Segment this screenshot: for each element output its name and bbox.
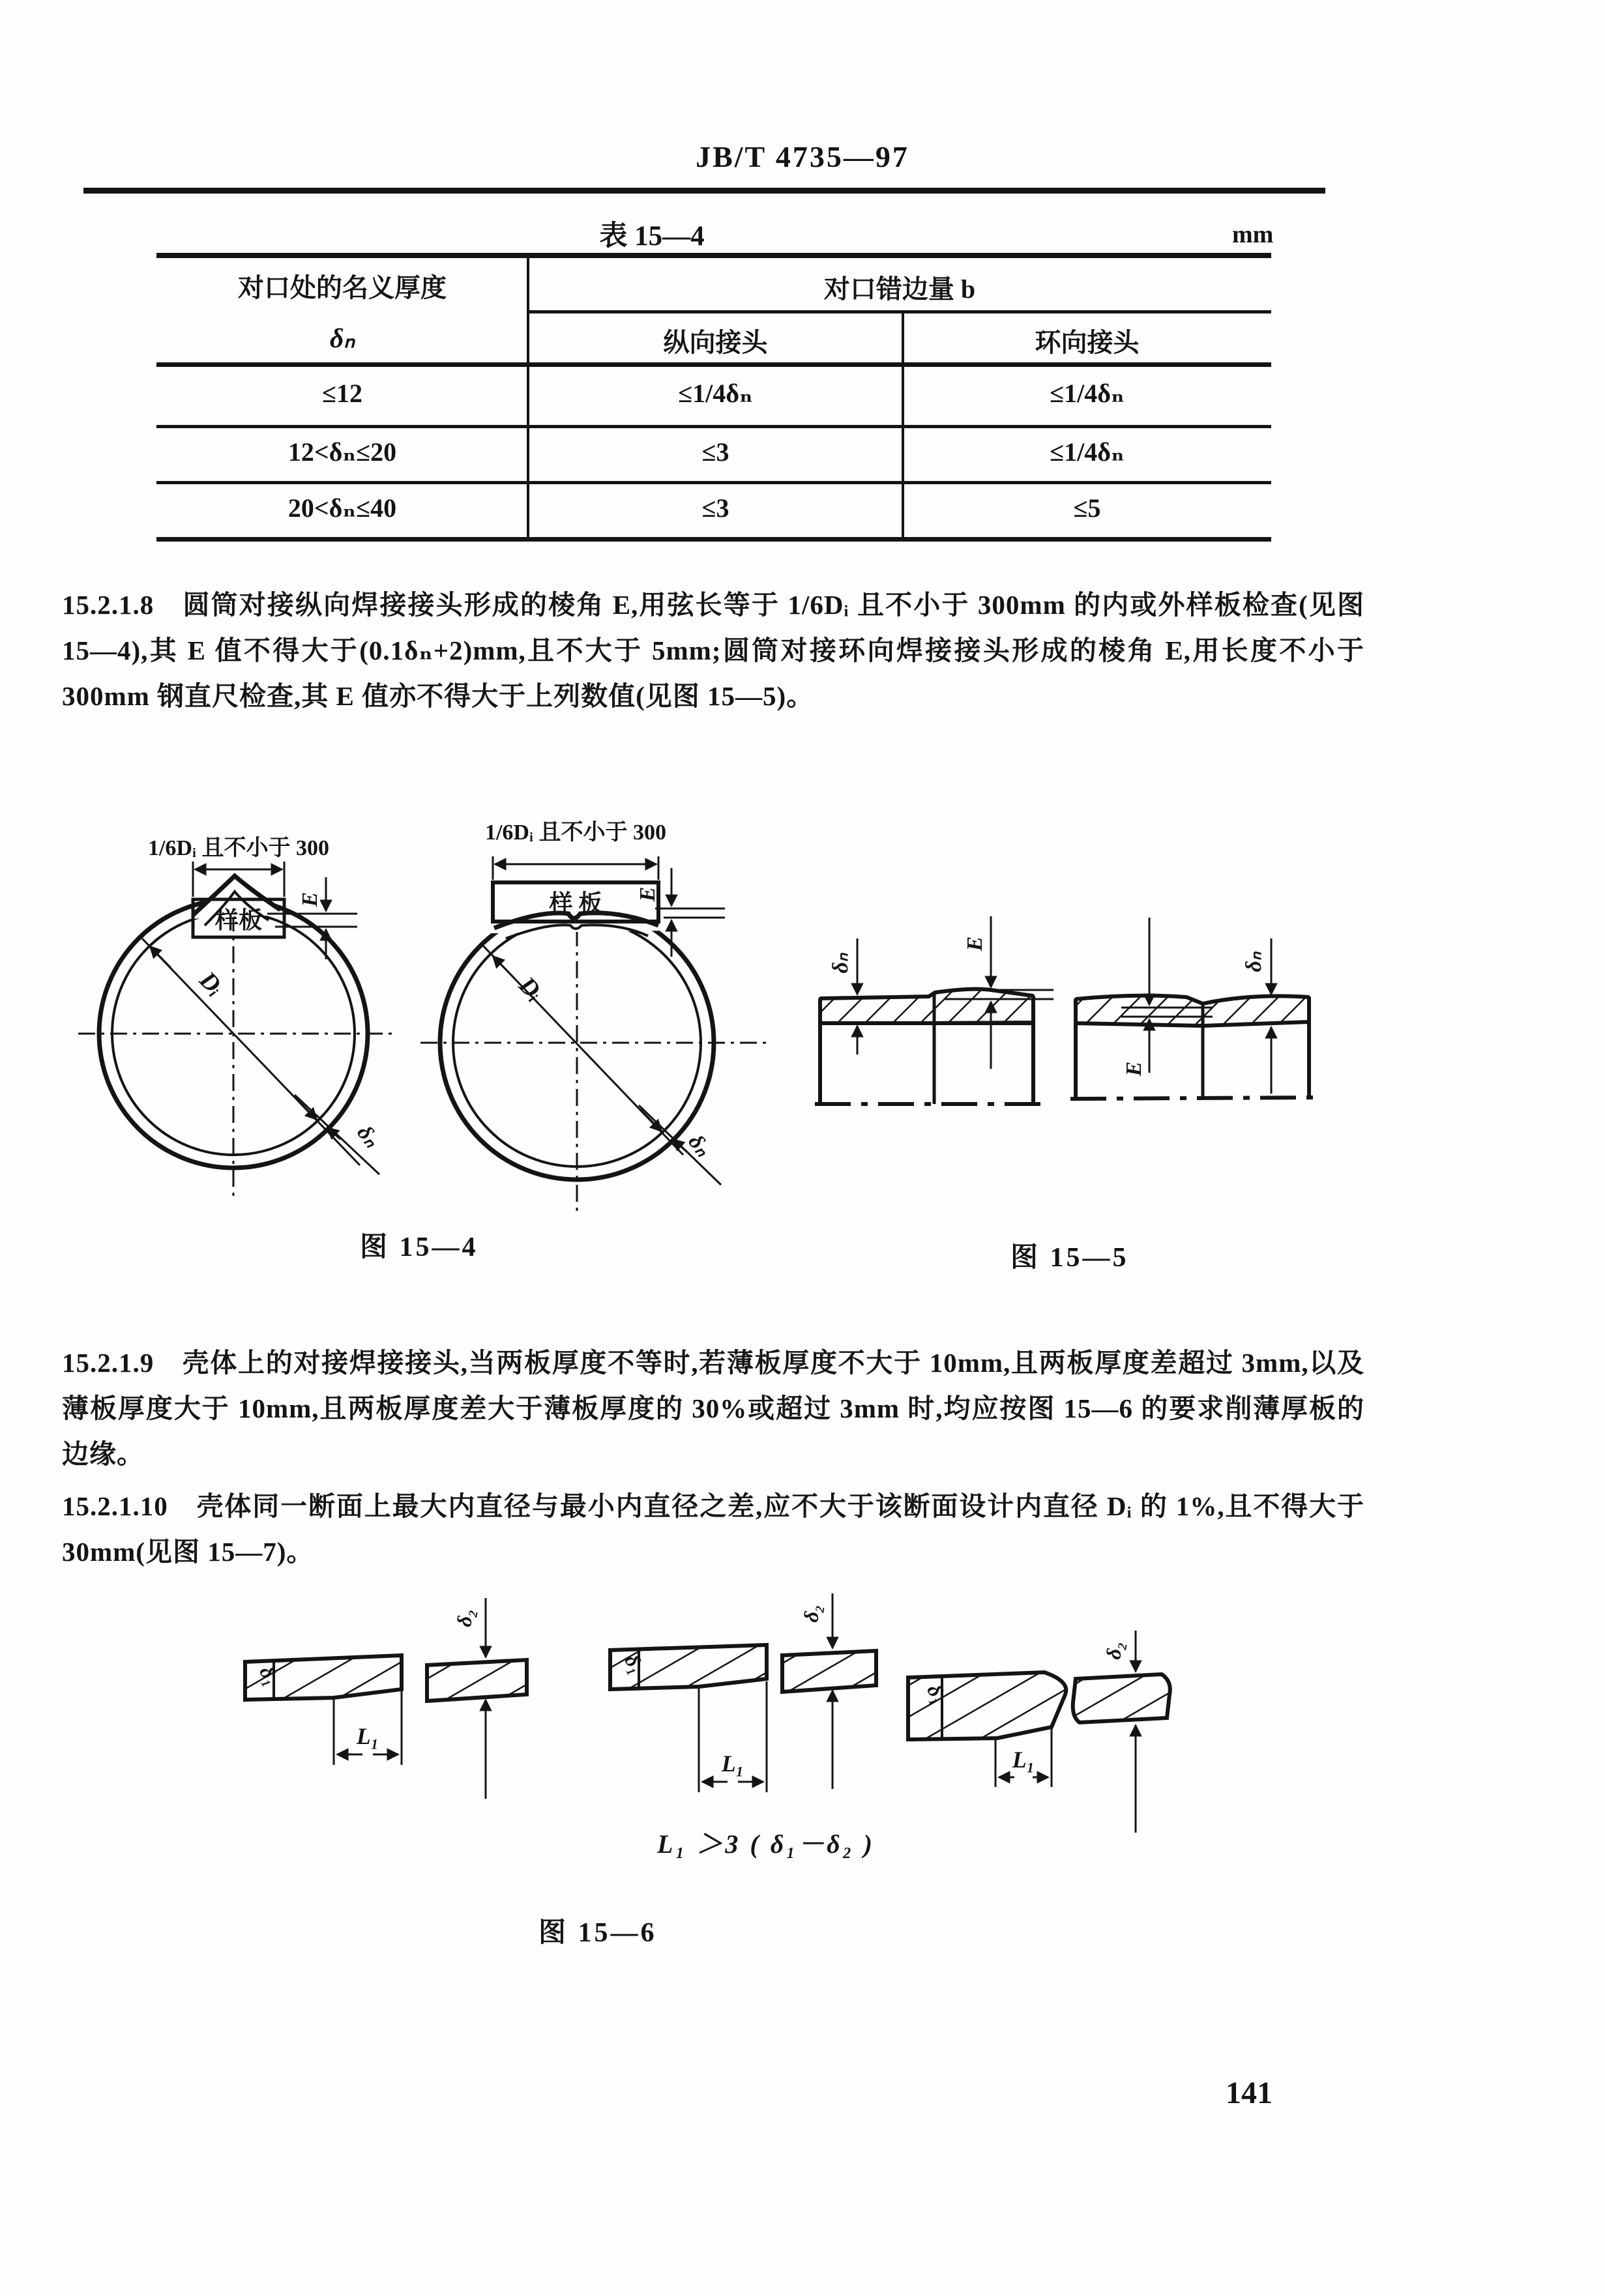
fig4-thickness-label-right: δₙ [683, 1129, 715, 1161]
table-cell: ≤5 [1073, 493, 1101, 523]
fig4-dim-label-left: 1/6Dᵢ 且不小于 300 [147, 836, 330, 860]
table-cell: 12<δₙ≤20 [287, 437, 397, 467]
table-line [528, 310, 1271, 313]
table-title: 表 15—4 [599, 221, 705, 252]
figure-15-4-caption: 图 15—4 [360, 1232, 479, 1262]
table-line [156, 253, 1271, 258]
fig6-l1-label-1: L₁ [356, 1723, 379, 1749]
table-cell: ≤3 [701, 493, 729, 523]
figure-15-5-drawing [795, 898, 1382, 1185]
figure-15-6-caption: 图 15—6 [538, 1918, 657, 1948]
fig6-l1-label-2: L₁ [721, 1751, 744, 1777]
fig4-d-label-right: Dᵢ [513, 971, 549, 1007]
table-line [156, 362, 1271, 367]
fig4-e-label-right: E [636, 886, 660, 902]
fig6-l1-label-3: L₁ [1012, 1747, 1035, 1773]
table-cell: 20<δₙ≤40 [287, 493, 397, 523]
fig6-delta1-label-3: δ₁ [922, 1679, 952, 1707]
sub-header-longitudinal: 纵向接头 [663, 328, 768, 357]
page-number: 141 [1226, 2076, 1273, 2110]
fig5-thickness-label-right: δₙ [1242, 952, 1266, 972]
table-cell: ≤1/4δₙ [1050, 379, 1125, 408]
fig4-template-label-left: 样板 [214, 907, 263, 933]
figure-15-6-formula: L₁ ＞3 ( δ₁－δ₂ ) [657, 1829, 875, 1859]
fig5-e-label-left: E [963, 936, 987, 952]
figure-15-6-drawing [196, 1590, 1213, 1838]
paragraph-15-2-1-8: 15.2.1.8 圆筒对接纵向焊接接头形成的棱角 E,用弦长等于 1/6Dᵢ 且不小于 300mm 的内或外样板检查(见图 15—4),其 E 值不得大于(0.1δₙ+2)mm,且不大于 5mm;圆筒对接环向焊接接头形成的棱角 E,用长度不小于 300mm 钢直尺检查,其 E 值亦不得大于上列数值(见图 15—5)。 [62, 590, 1364, 711]
sub-header-circumferential: 环向接头 [1035, 328, 1140, 357]
paragraph-15-2-1-10: 15.2.1.10 壳体同一断面上最大内直径与最小内直径之差,应不大于该断面设计内直径 Dᵢ 的 1%,且不得大于 30mm(见图 15—7)。 [62, 1491, 1364, 1567]
col-header-thickness-symbol: δₙ [329, 324, 355, 354]
figure-15-5-caption: 图 15—5 [1010, 1243, 1129, 1273]
figure-15-4-drawing [65, 800, 821, 1257]
fig4-thickness-label-left: δₙ [352, 1120, 384, 1152]
table-line [156, 425, 1271, 428]
fig4-d-label-left: Dᵢ [194, 966, 229, 1002]
table-cell: ≤1/4δₙ [678, 379, 753, 408]
table-cell: ≤12 [322, 379, 362, 408]
fig6-delta2-label-2: δ₂ [799, 1602, 825, 1624]
header-rule [83, 188, 1325, 194]
doc-code: JB/T 4735—97 [696, 140, 909, 173]
table-unit: mm [1232, 221, 1274, 248]
fig6-delta2-label-3: δ₂ [1101, 1639, 1128, 1661]
fig4-e-label-left: E [298, 892, 322, 907]
table-line [156, 537, 1271, 542]
table-cell: ≤3 [701, 437, 729, 467]
fig5-thickness-label-left: δₙ [829, 953, 853, 974]
fig6-delta2-label-1: δ₂ [452, 1606, 479, 1629]
fig6-delta1-label-2: δ₁ [620, 1649, 650, 1678]
table-15-4 [156, 253, 1271, 542]
table-cell: ≤1/4δₙ [1050, 437, 1125, 467]
col-header-thickness: 对口处的名义厚度 [238, 273, 447, 302]
group-header-misalignment: 对口错边量 b [823, 274, 976, 304]
fig4-template-label-right: 样 板 [549, 890, 602, 916]
fig6-delta1-label-1: δ₁ [255, 1661, 285, 1689]
table-line [156, 481, 1271, 484]
paragraph-15-2-1-9: 15.2.1.9 壳体上的对接焊接接头,当两板厚度不等时,若薄板厚度不大于 10mm,且两板厚度差超过 3mm,以及薄板厚度大于 10mm,且两板厚度差大于薄板厚度的 30%或超过 3mm 时,均应按图 15—6 的要求削薄厚板的边缘。 [62, 1348, 1364, 1469]
fig5-e-label-right: E [1122, 1061, 1146, 1077]
fig4-dim-label-right: 1/6Dᵢ 且不小于 300 [484, 821, 667, 845]
